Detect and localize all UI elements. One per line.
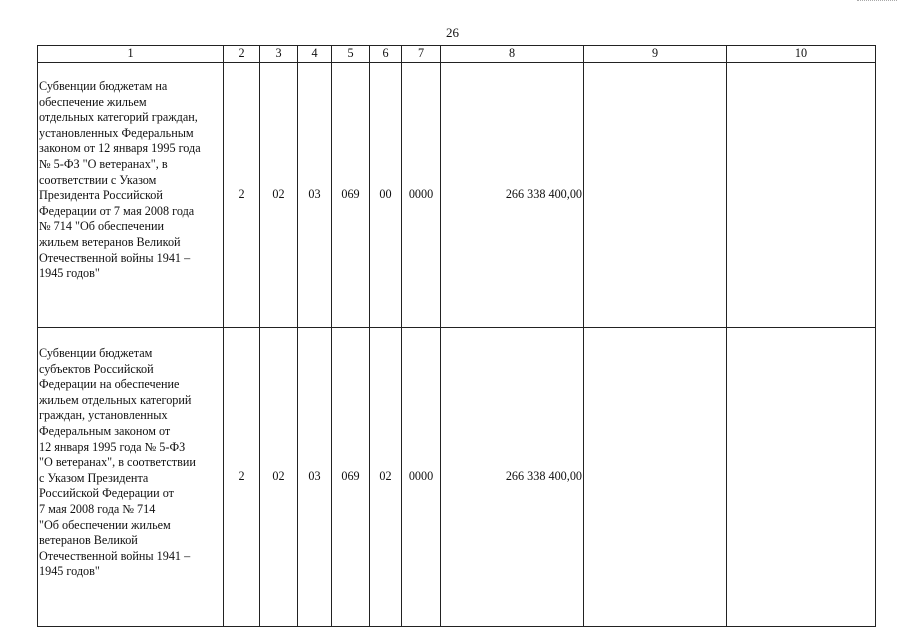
row-name-line: субъектов Российской bbox=[39, 361, 154, 376]
cell-col-6: 02 bbox=[370, 328, 402, 627]
cell-col-3: 02 bbox=[260, 63, 298, 328]
row-name-line: 1945 годов" bbox=[39, 564, 100, 579]
cell-col-4: 03 bbox=[298, 63, 332, 328]
cell-col-8-amount: 266 338 400,00 bbox=[441, 63, 584, 328]
column-header-4: 4 bbox=[298, 46, 332, 63]
column-header-9: 9 bbox=[584, 46, 727, 63]
row-name-line: обеспечение жильем bbox=[39, 94, 147, 109]
cell-col-10 bbox=[727, 328, 876, 627]
cell-col-10 bbox=[727, 63, 876, 328]
budget-table bbox=[37, 45, 876, 627]
column-number-row bbox=[38, 46, 876, 63]
row-name-line: "Об обеспечении жильем bbox=[39, 517, 171, 532]
column-header-1: 1 bbox=[38, 46, 224, 63]
cell-col-7: 0000 bbox=[402, 328, 441, 627]
row-name bbox=[38, 328, 224, 627]
row-name-line: 7 мая 2008 года № 714 bbox=[39, 501, 156, 516]
row-name-line: соответствии с Указом bbox=[39, 172, 157, 187]
column-header-2: 2 bbox=[224, 46, 260, 63]
row-name-line: с Указом Президента bbox=[39, 470, 149, 485]
cell-col-3: 02 bbox=[260, 328, 298, 627]
row-name-line: "О ветеранах", в соответствии bbox=[39, 455, 196, 470]
row-name-line: Субвенции бюджетам bbox=[39, 346, 153, 360]
cell-col-5: 069 bbox=[332, 63, 370, 328]
cell-col-9 bbox=[584, 328, 727, 627]
cell-col-7: 0000 bbox=[402, 63, 441, 328]
row-name-line: установленных Федеральным bbox=[39, 125, 194, 140]
column-header-10: 10 bbox=[727, 46, 876, 63]
row-name-line: законом от 12 января 1995 года bbox=[39, 141, 201, 156]
cell-col-9 bbox=[584, 63, 727, 328]
cell-col-8-amount: 266 338 400,00 bbox=[441, 328, 584, 627]
column-header-8: 8 bbox=[441, 46, 584, 63]
cell-col-5: 069 bbox=[332, 328, 370, 627]
row-name-line: Отечественной войны 1941 – bbox=[39, 548, 191, 563]
row-name-line: 1945 годов" bbox=[39, 266, 100, 281]
row-name-line: отдельных категорий граждан, bbox=[39, 110, 198, 125]
row-name-line: Федерации от 7 мая 2008 года bbox=[39, 203, 195, 218]
cell-col-6: 00 bbox=[370, 63, 402, 328]
row-name bbox=[38, 63, 224, 328]
row-name-line: Отечественной войны 1941 – bbox=[39, 250, 191, 265]
column-header-6: 6 bbox=[370, 46, 402, 63]
row-name-line: Субвенции бюджетам на bbox=[39, 79, 168, 93]
cell-col-2: 2 bbox=[224, 328, 260, 627]
row-name-line: 12 января 1995 года № 5-ФЗ bbox=[39, 439, 186, 454]
row-name-line: № 714 "Об обеспечении bbox=[39, 219, 165, 234]
table-row bbox=[38, 63, 876, 328]
row-name-line: ветеранов Великой bbox=[39, 533, 138, 548]
cell-col-2: 2 bbox=[224, 63, 260, 328]
column-header-3: 3 bbox=[260, 46, 298, 63]
table-row bbox=[38, 328, 876, 627]
row-name-line: жильем ветеранов Великой bbox=[39, 234, 181, 249]
row-name-line: Российской Федерации от bbox=[39, 486, 174, 501]
row-name-line: Федеральным законом от bbox=[39, 423, 171, 438]
column-header-7: 7 bbox=[402, 46, 441, 63]
column-header-5: 5 bbox=[332, 46, 370, 63]
cell-col-4: 03 bbox=[298, 328, 332, 627]
page-number: 26 bbox=[446, 25, 459, 40]
row-name-line: Президента Российской bbox=[39, 188, 163, 203]
row-name-line: жильем отдельных категорий bbox=[39, 392, 192, 407]
row-name-line: Федерации на обеспечение bbox=[39, 377, 180, 392]
row-name-line: граждан, установленных bbox=[39, 408, 168, 423]
scan-mark bbox=[857, 0, 897, 4]
row-name-line: № 5-ФЗ "О ветеранах", в bbox=[39, 156, 168, 171]
